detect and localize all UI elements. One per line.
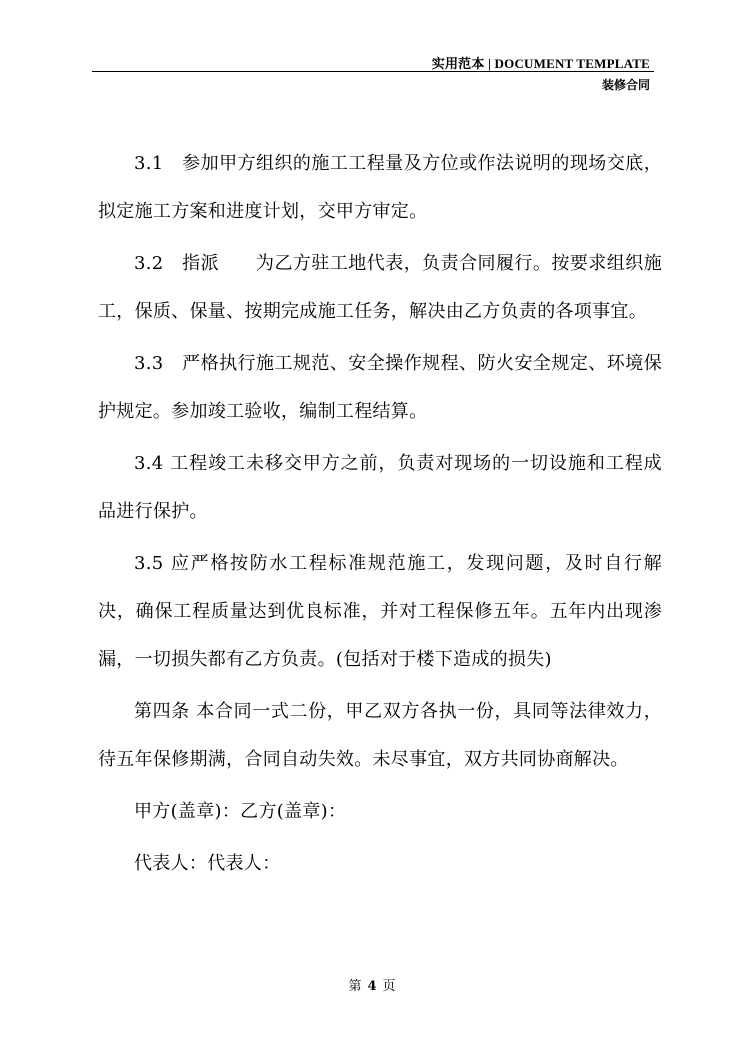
signature-party-line: 甲方(盖章)：乙方(盖章)：: [134, 801, 347, 822]
paragraph-3-2: 3.2 指派 为乙方驻工地代表，负责合同履行。按要求组织施工，保质、保量、按期完成施工任务，解决由乙方负责的各项事宜。: [98, 253, 662, 322]
signature-representative-line: 代表人：代表人：: [134, 853, 281, 874]
paragraph-article-4: 第四条 本合同一式二份，甲乙双方各执一份，具同等法律效力，待五年保修期满，合同自动失效。未尽事宜，双方共同协商解决。: [98, 701, 662, 770]
header-divider: [92, 71, 654, 72]
header-title: 实用范本 | DOCUMENT TEMPLATE: [431, 56, 650, 71]
paragraph-3-4: 3.4 工程竣工未移交甲方之前，负责对现场的一切设施和工程成品进行保护。: [98, 453, 662, 522]
page-footer: [0, 975, 744, 994]
paragraph-3-1: 3.1 参加甲方组织的施工工程量及方位或作法说明的现场交底，拟定施工方案和进度计划，交甲方审定。: [98, 153, 662, 222]
page-number-suffix: 页: [382, 979, 396, 994]
header-subtitle: 装修合同: [601, 78, 650, 92]
paragraph-3-5: 3.5 应严格按防水工程标准规范施工，发现问题，及时自行解决，确保工程质量达到优良标准，并对工程保修五年。五年内出现渗漏，一切损失都有乙方负责。(包括对于楼下造成的损失): [98, 553, 662, 670]
page-number: 4: [367, 979, 377, 994]
page-number-prefix: 第: [348, 979, 362, 994]
paragraph-3-3: 3.3 严格执行施工规范、安全操作规程、防火安全规定、环境保护规定。参加竣工验收，编制工程结算。: [98, 353, 662, 422]
document-body: [98, 140, 662, 892]
